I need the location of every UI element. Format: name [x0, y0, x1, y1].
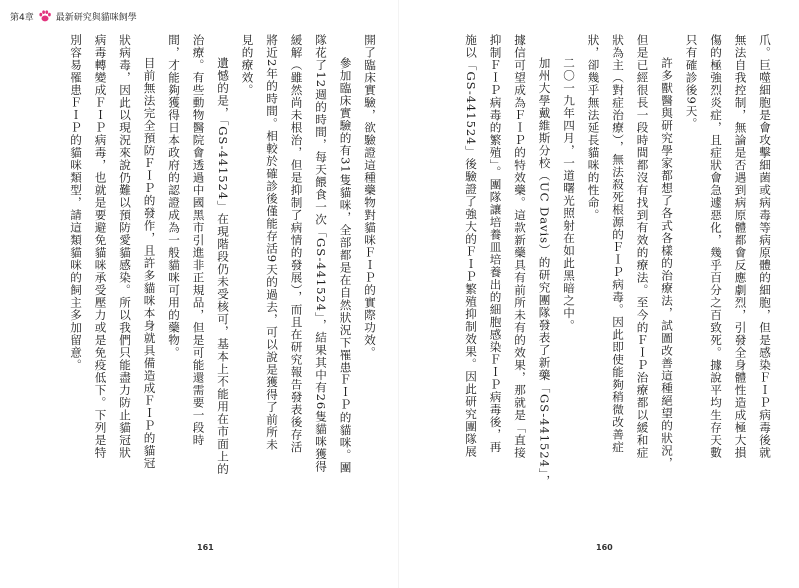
text-column: 狀為主（對症治療），無法殺死根源的ＦＩＰ病毒。因此即使能夠稍微改善症 — [611, 34, 625, 454]
text-column: 病毒轉變成ＦＩＰ病毒，也就是要避免貓咪承受壓力或是免疫低下。下列是特 — [93, 34, 108, 459]
right-page-body — [415, 34, 777, 554]
text-column: 加州大學戴維斯分校（UC Davis）的研究團隊發表了新藥「GS-441524」， — [537, 57, 552, 488]
text-column: 但是已經很長一段時間都沒有找到有效的療法。至今的ＦＩＰ治療都以緩和症 — [635, 34, 650, 459]
text-column: 參加臨床實驗的有31隻貓咪，全部都是在自然狀況下罹患ＦＩＰ的貓咪。團 — [338, 57, 353, 474]
text-column: 別容易罹患ＦＩＰ的貓咪類型，請這類貓咪的飼主多加留意。 — [69, 34, 83, 372]
text-column: 狀病毒，因此以現況來說仍難以預防愛貓感染。所以我們只能盡力防止貓冠狀 — [118, 34, 132, 459]
text-column: 施以「GS-441524」後驗證了強大的ＦＩＰ繁殖抑制效果。因此研究團隊展 — [464, 34, 478, 458]
text-column: 開了臨床實驗，欲驗證這種藥物對貓咪ＦＩＰ的實際功效。 — [363, 34, 377, 359]
text-column: 二〇一九年四月，一道曙光照射在如此黑暗之中。 — [562, 57, 576, 333]
running-header — [10, 8, 137, 24]
text-column: 緩解（雖然尚未根治，但是抑制了病情的發展），而且在研究報告發表後存活 — [289, 34, 304, 454]
page-number-right: 160 — [596, 543, 613, 552]
book-title: 最新研究與貓咪飼學 — [55, 12, 137, 23]
text-column: 據信可望成為ＦＩＰ的特效藥。這款新藥具有前所未有的效果，那就是「直接 — [513, 34, 527, 459]
left-page-body — [22, 34, 382, 554]
text-column: 許多獸醫與研究學家都想了各式各樣的治療法，試圖改善這種絕望的狀況， — [660, 57, 674, 470]
text-column: 爪。巨噬細胞是會攻擊細菌或病毒等病原體的細胞，但是感染ＦＩＰ病毒後就 — [758, 34, 772, 459]
text-column: 狀，卻幾乎無法延長貓咪的性命。 — [586, 34, 601, 222]
text-column: 目前無法完全預防ＦＩＰ的發作，且許多貓咪本身就具備造成ＦＩＰ的貓冠 — [142, 57, 157, 470]
text-column: 治療。有些動物醫院會透過中國黑市引進非正規品，但是可能還需要一段時 — [191, 34, 206, 447]
text-column: 間，才能夠獲得日本政府的認證成為一般貓咪可用的藥物。 — [167, 34, 181, 359]
text-column: 傷的極強烈炎症，且症狀會急遽惡化，幾乎百分之百致死。據說平均生存天數 — [709, 34, 723, 459]
text-column: 無法自我控制，無論是否遇到病原體都會反應劇烈，引發全身體性造成極大損 — [733, 34, 748, 459]
chapter-label: 第4章 — [10, 12, 34, 23]
text-column: 將近2年的時間。相較於確診後僅能存活9天的過去，可以說是獲得了前所未 — [265, 34, 279, 451]
paw-icon — [38, 9, 52, 23]
text-column: 遺憾的是，「GS-441524」在現階段仍未受核可，基本上不能用在市面上的 — [216, 57, 230, 476]
text-column: 見的療效。 — [240, 34, 255, 97]
text-column: 只有確診後9天。 — [684, 34, 699, 130]
text-column: 抑制ＦＩＰ病毒的繁殖」。團隊讓培養皿培養出的細胞感染ＦＩＰ病毒後，再 — [488, 34, 503, 454]
book-gutter — [398, 0, 399, 588]
text-column: 隊花了12週的時間，每天餵食一次「GS-441524」，結果其中有26隻貓咪獲得 — [314, 34, 328, 473]
page-number-left: 161 — [197, 543, 214, 552]
